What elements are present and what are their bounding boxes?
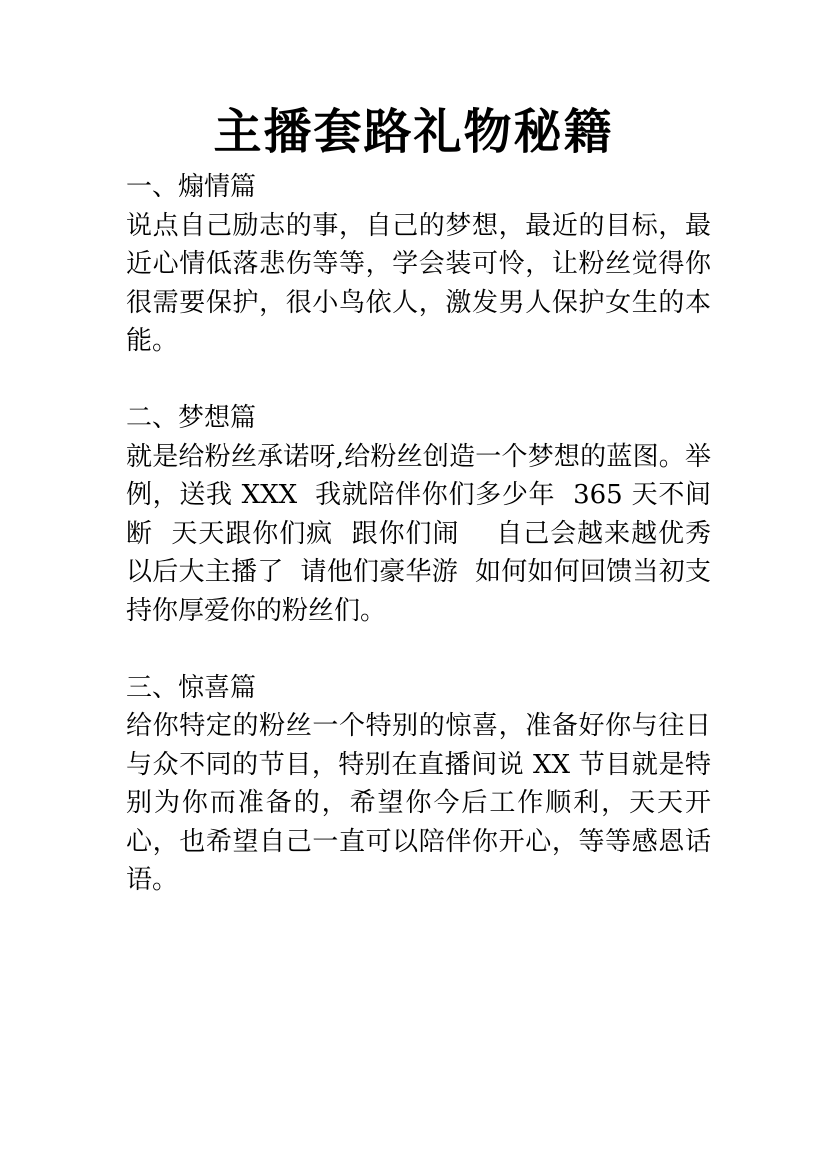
section-emotional bbox=[126, 168, 711, 361]
section-surprise bbox=[126, 669, 711, 900]
page-title: 主播套路礼物秘籍 bbox=[213, 104, 614, 160]
section-dream bbox=[126, 399, 728, 630]
section-heading: 一、煽情篇 bbox=[126, 172, 257, 202]
document-body bbox=[126, 168, 728, 938]
section-paragraph: 给你特定的粉丝一个特别的惊喜，准备好你与往日与众不同的节目，特别在直播间说 XX 节目就是特别为你而准备的，希望你今后工作顺利，天天开心，也希望自己一直可以陪伴你开心，等等感恩话语。 bbox=[126, 711, 711, 895]
section-heading: 二、梦想篇 bbox=[126, 403, 257, 433]
section-paragraph: 就是给粉丝承诺呀,给粉丝创造一个梦想的蓝图。举例，送我 XXX 我就陪伴你们多少年 365 天不间断 天天跟你们疯 跟你们闹 自己会越来越优秀 以后大主播了 请他们豪华游 如何如何回馈当初支持你厚爱你的粉丝们。 bbox=[126, 441, 728, 626]
section-heading: 三、惊喜篇 bbox=[126, 672, 257, 703]
section-paragraph: 说点自己励志的事，自己的梦想，最近的目标，最近心情低落悲伤等等，学会装可怜，让粉丝觉得你很需要保护，很小鸟依人，激发男人保护女生的本能。 bbox=[126, 210, 711, 356]
